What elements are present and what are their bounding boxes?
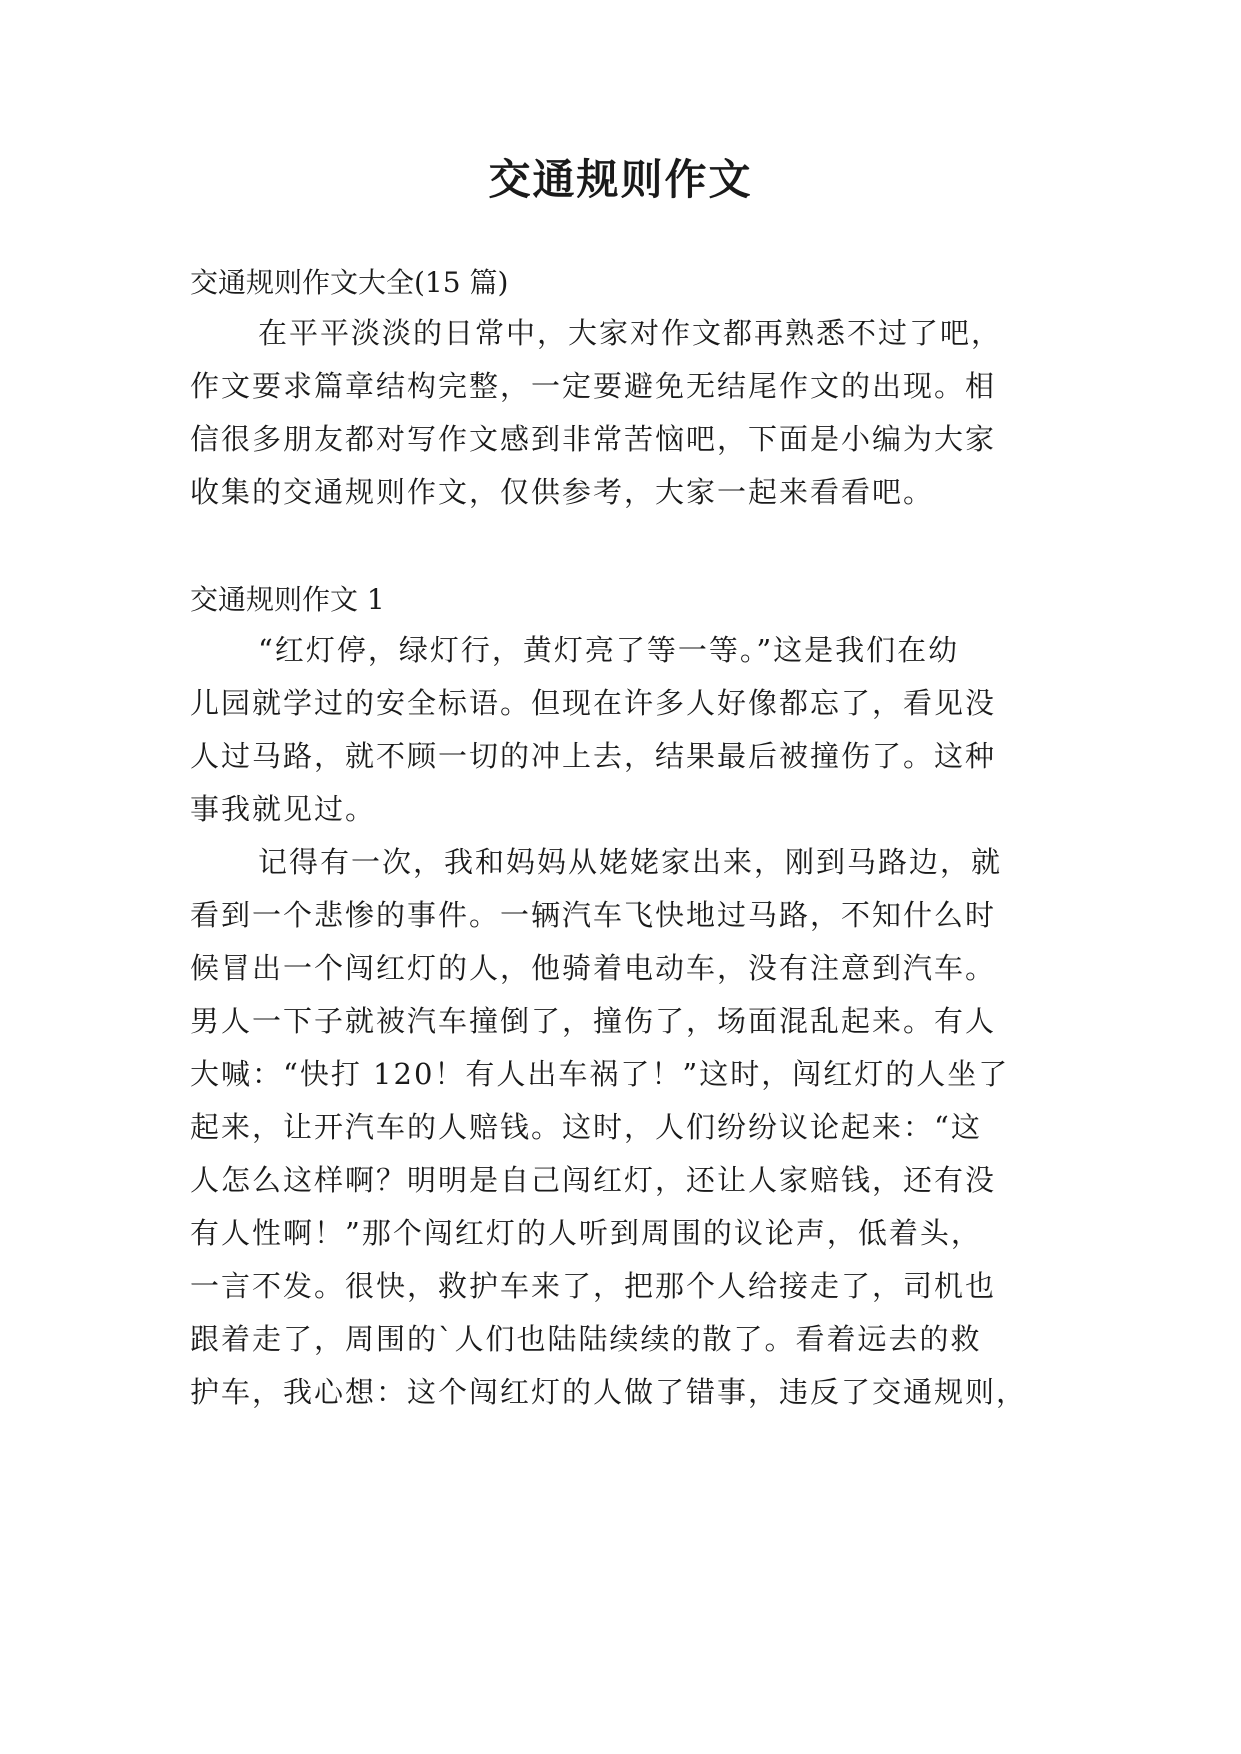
essay1-p1-line-3: 人过马路，就不顾一切的冲上去，结果最后被撞伤了。这种 — [190, 739, 997, 773]
intro-line-2: 作文要求篇章结构完整，一定要避免无结尾作文的出现。相 — [190, 369, 997, 403]
document-title: 交通规则作文 — [488, 155, 753, 204]
intro-line-1: 在平平淡淡的日常中，大家对作文都再熟悉不过了吧， — [258, 316, 1003, 350]
essay1-p2-line-5: 大喊：“快打 120！有人出车祸了！”这时，闯红灯的人坐了 — [190, 1057, 1010, 1091]
essay1-p2-line-7: 人怎么这样啊？明明是自己闯红灯，还让人家赔钱，还有没 — [190, 1163, 997, 1197]
essay1-p2-line-11: 护车，我心想：这个闯红灯的人做了错事，违反了交通规则， — [190, 1375, 1028, 1409]
essay1-p2-line-10: 跟着走了，周围的`人们也陆陆续续的散了。看着远去的救 — [190, 1322, 982, 1356]
essay1-p2-line-3: 候冒出一个闯红灯的人，他骑着电动车，没有注意到汽车。 — [190, 951, 997, 985]
subtitle: 交通规则作文大全(15 篇) — [190, 266, 509, 299]
essay1-p1-line-2: 儿园就学过的安全标语。但现在许多人好像都忘了，看见没 — [190, 686, 997, 720]
intro-line-3: 信很多朋友都对写作文感到非常苦恼吧，下面是小编为大家 — [190, 422, 997, 456]
essay1-p2-line-9: 一言不发。很快，救护车来了，把那个人给接走了，司机也 — [190, 1269, 997, 1303]
essay1-p2-line-1: 记得有一次，我和妈妈从姥姥家出来，刚到马路边，就 — [258, 845, 1003, 879]
essay1-p1-line-4: 事我就见过。 — [190, 792, 377, 826]
essay1-p2-line-4: 男人一下子就被汽车撞倒了，撞伤了，场面混乱起来。有人 — [190, 1004, 997, 1038]
intro-line-4: 收集的交通规则作文，仅供参考，大家一起来看看吧。 — [190, 475, 935, 509]
essay1-p2-line-6: 起来，让开汽车的人赔钱。这时，人们纷纷议论起来：“这 — [190, 1110, 982, 1144]
essay1-p2-line-8: 有人性啊！”那个闯红灯的人听到周围的议论声，低着头， — [190, 1216, 982, 1250]
essay1-p1-line-1: “红灯停，绿灯行，黄灯亮了等一等。”这是我们在幼 — [258, 633, 960, 667]
essay1-p2-line-2: 看到一个悲惨的事件。一辆汽车飞快地过马路，不知什么时 — [190, 898, 997, 932]
essay1-heading: 交通规则作文 1 — [190, 583, 385, 616]
